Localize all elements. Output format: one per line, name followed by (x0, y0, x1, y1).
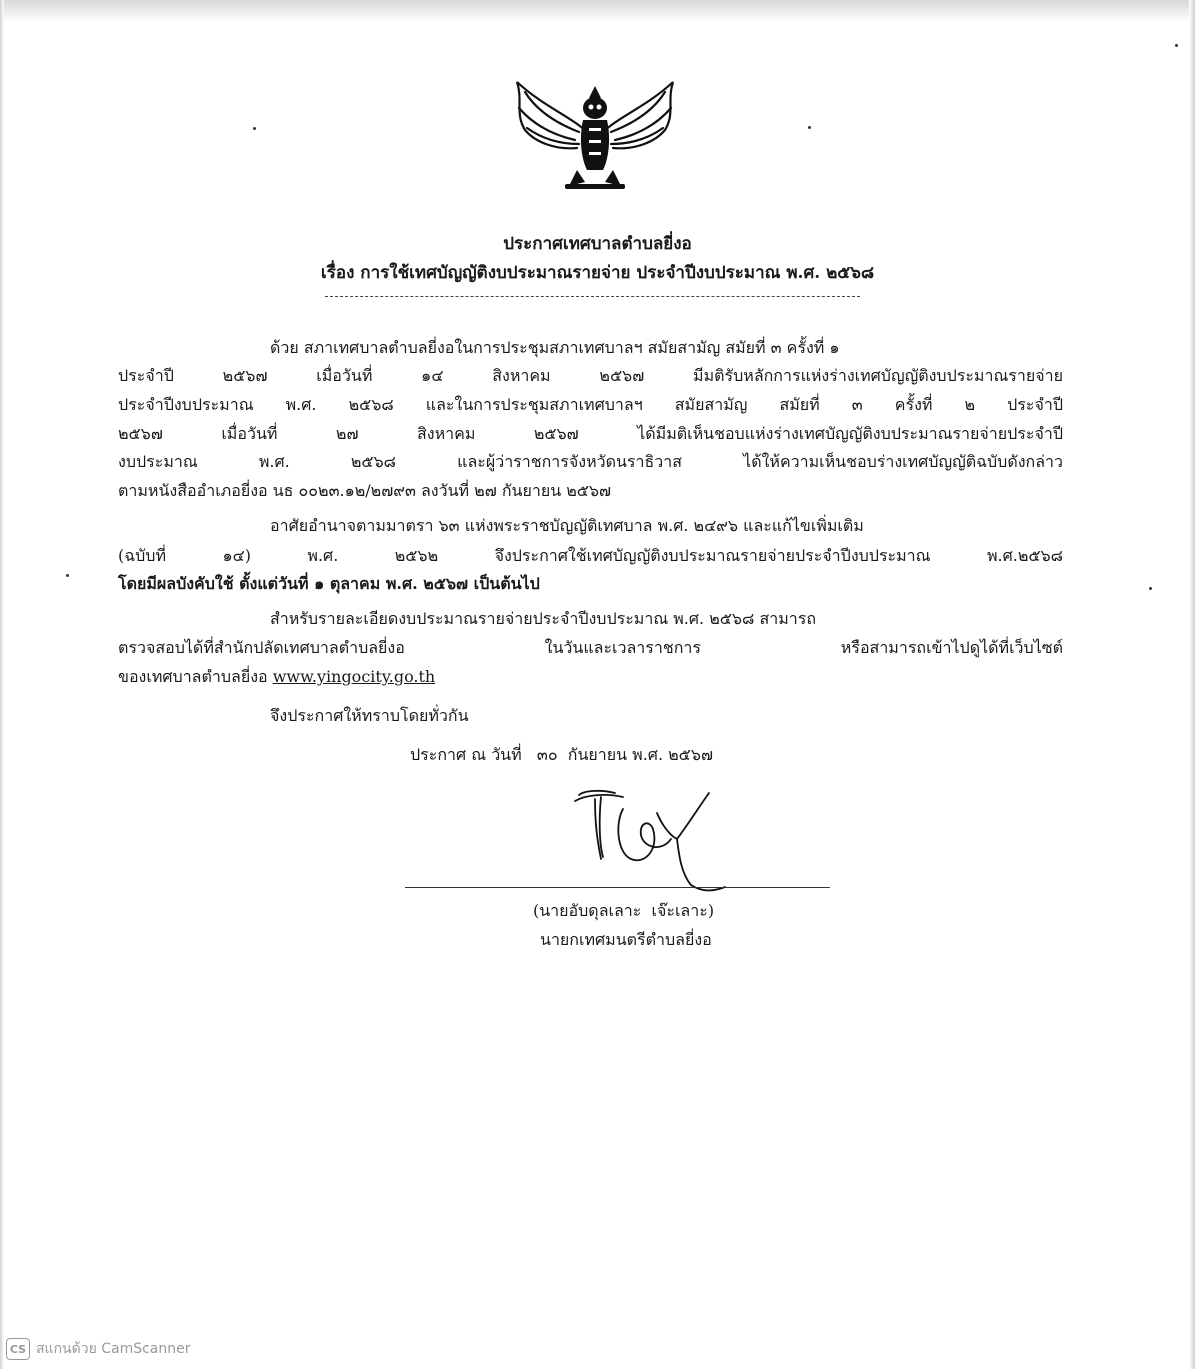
title-separator (325, 296, 860, 297)
signer-title: นายกเทศมนตรีตำบลยี่งอ (540, 930, 712, 949)
paragraph-1-line-5: งบประมาณ พ.ศ. ๒๕๖๘ และผู้ว่าราชการจังหวัดนราธิวาส ได้ให้ความเห็นชอบร่างเทศบัญญัติฉบับดังกล่าว (118, 452, 1063, 471)
camscanner-watermark (6, 1338, 191, 1360)
paragraph-1-line-4: ๒๕๖๗ เมื่อวันที่ ๒๗ สิงหาคม ๒๕๖๗ ได้มีมติเห็นชอบแห่งร่างเทศบัญญัติงบประมาณรายจ่ายประจำปี (118, 424, 1063, 443)
paragraph-2-line-3: โดยมีผลบังคับใช้ ตั้งแต่วันที่ ๑ ตุลาคม พ.ศ. ๒๕๖๗ เป็นต้นไป (118, 574, 540, 593)
paragraph-1-line-2: ประจำปี ๒๕๖๗ เมื่อวันที่ ๑๔ สิงหาคม ๒๕๖๗ มีมติรับหลักการแห่งร่างเทศบัญญัติงบประมาณรายจ่าย (118, 366, 1063, 385)
paragraph-2-line-1: อาศัยอำนาจตามมาตรา ๖๓ แห่งพระราชบัญญัติเทศบาล พ.ศ. ๒๔๙๖ และแก้ไขเพิ่มเติม (270, 516, 864, 535)
paragraph-1-line-6: ตามหนังสืออำเภอยี่งอ นธ ๐๐๒๓.๑๒/๒๗๙๓ ลงวันที่ ๒๗ กันยายน ๒๕๖๗ (118, 481, 612, 500)
scan-speck (808, 126, 811, 129)
handwritten-signature (565, 783, 735, 895)
scan-shadow-left (0, 0, 4, 1369)
scan-shadow-top (0, 0, 1195, 22)
camscanner-caption: สแกนด้วย CamScanner (36, 1341, 191, 1357)
scan-speck (1149, 587, 1152, 590)
scan-shadow-right (1189, 0, 1195, 1369)
signer-name: (นายอับดุลเลาะ เจ๊ะเลาะ) (533, 901, 715, 920)
scan-speck (253, 127, 256, 130)
document-subject: เรื่อง การใช้เทศบัญญัติงบประมาณรายจ่าย ประจำปีงบประมาณ พ.ศ. ๒๕๖๘ (320, 263, 875, 283)
website-link[interactable]: www.yingocity.go.th (272, 667, 436, 686)
paragraph-3-line-1: สำหรับรายละเอียดงบประมาณรายจ่ายประจำปีงบประมาณ พ.ศ. ๒๕๖๘ สามารถ (270, 609, 817, 628)
camscanner-logo-icon: CS (6, 1338, 30, 1360)
paragraph-2-line-2: (ฉบับที่ ๑๔) พ.ศ. ๒๕๖๒ จึงประกาศใช้เทศบัญญัติงบประมาณรายจ่ายประจำปีงบประมาณ พ.ศ.๒๕๖๘ (118, 546, 1063, 565)
signature-line (405, 887, 830, 888)
paragraph-1-line-3: ประจำปีงบประมาณ พ.ศ. ๒๕๖๘ และในการประชุมสภาเทศบาลฯ สมัยสามัญ สมัยที่ ๓ ครั้งที่ ๒ ประจำปี (118, 395, 1064, 414)
scan-speck (1175, 44, 1178, 47)
scan-speck (66, 574, 69, 577)
closing-statement: จึงประกาศให้ทราบโดยทั่วกัน (270, 706, 469, 725)
announcement-date: ประกาศ ณ วันที่ ๓๐ กันยายน พ.ศ. ๒๕๖๗ (410, 745, 713, 764)
paragraph-3-line-2: ตรวจสอบได้ที่สำนักปลัดเทศบาลตำบลยี่งอ ในวันและเวลาราชการ หรือสามารถเข้าไปดูได้ที่เว็บไซต์ (118, 638, 1063, 657)
garuda-emblem-icon (505, 78, 685, 196)
paragraph-3-text: ของเทศบาลตำบลยี่งอ (118, 667, 268, 686)
document-title: ประกาศเทศบาลตำบลยี่งอ (503, 234, 692, 254)
paragraph-3-line-3 (118, 667, 435, 687)
paragraph-1-line-1: ด้วย สภาเทศบาลตำบลยี่งอในการประชุมสภาเทศบาลฯ สมัยสามัญ สมัยที่ ๓ ครั้งที่ ๑ (270, 338, 840, 357)
